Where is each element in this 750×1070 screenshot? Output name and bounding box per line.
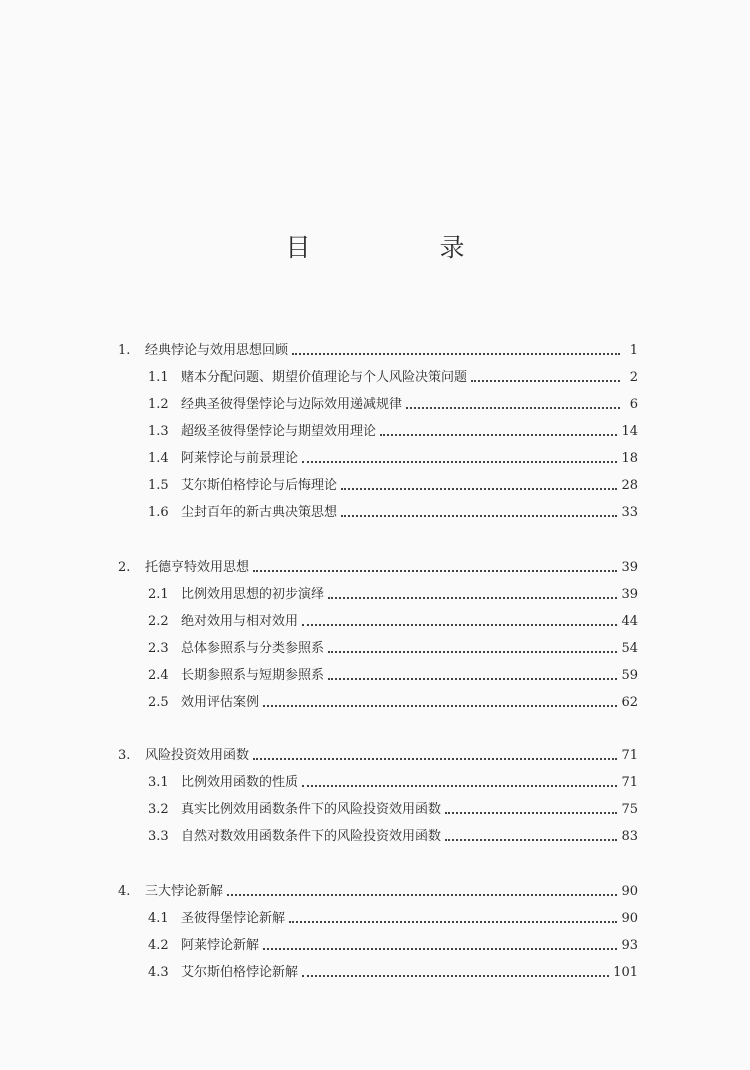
chapter-title: 经典悖论与效用思想回顾: [145, 343, 289, 358]
dot-leader: [341, 488, 617, 490]
page-number: 2: [629, 370, 638, 385]
toc-section-4-3[interactable]: [148, 963, 638, 983]
page-number: 59: [621, 668, 638, 683]
dot-leader: [341, 515, 617, 517]
section-number: 1.5: [148, 478, 169, 493]
chapter-number: 3.: [118, 748, 131, 763]
toc-section-3-1[interactable]: [148, 773, 638, 793]
section-title: 尘封百年的新古典决策思想: [181, 505, 338, 520]
dot-leader: [253, 570, 617, 572]
section-title: 真实比例效用函数条件下的风险投资效用函数: [181, 802, 442, 817]
dot-leader: [292, 353, 620, 355]
toc-section-2-5[interactable]: [148, 693, 638, 713]
section-number: 4.1: [148, 911, 169, 926]
page-number: 39: [621, 587, 638, 602]
section-title: 阿莱悖论与前景理论: [181, 451, 299, 466]
toc-section-1-2[interactable]: [148, 395, 638, 415]
dot-leader: [302, 624, 617, 626]
page-number: 83: [621, 829, 638, 844]
toc-chapter-2[interactable]: [118, 558, 638, 578]
dot-leader: [227, 894, 617, 896]
page-number: 75: [621, 802, 638, 817]
toc-section-1-6[interactable]: [148, 503, 638, 523]
toc-section-2-4[interactable]: [148, 666, 638, 686]
page-number: 14: [621, 424, 638, 439]
section-title: 自然对数效用函数条件下的风险投资效用函数: [181, 829, 442, 844]
chapter-title: 风险投资效用函数: [145, 748, 250, 763]
section-number: 2.2: [148, 614, 169, 629]
page-number: 39: [621, 560, 638, 575]
section-number: 1.1: [148, 370, 169, 385]
section-number: 3.1: [148, 775, 169, 790]
dot-leader: [445, 839, 617, 841]
dot-leader: [289, 921, 617, 923]
section-title: 比例效用函数的性质: [181, 775, 299, 790]
section-title: 总体参照系与分类参照系: [181, 641, 325, 656]
dot-leader: [445, 812, 617, 814]
toc-chapter-3[interactable]: [118, 746, 638, 766]
page-number: 90: [621, 884, 638, 899]
chapter-title: 三大悖论新解: [145, 884, 224, 899]
chapter-number: 4.: [118, 884, 131, 899]
dot-leader: [328, 597, 617, 599]
section-title: 超级圣彼得堡悖论与期望效用理论: [181, 424, 377, 439]
page-number: 93: [621, 938, 638, 953]
section-number: 3.3: [148, 829, 169, 844]
section-number: 4.3: [148, 965, 169, 980]
toc-section-3-3[interactable]: [148, 827, 638, 847]
page-number: 62: [621, 695, 638, 710]
dot-leader: [328, 678, 617, 680]
toc-section-4-1[interactable]: [148, 909, 638, 929]
section-number: 1.4: [148, 451, 169, 466]
page-number: 44: [621, 614, 638, 629]
toc-section-1-1[interactable]: [148, 368, 638, 388]
page-number: 54: [621, 641, 638, 656]
dot-leader: [328, 651, 617, 653]
page-number: 6: [629, 397, 638, 412]
page-title: 目 录: [285, 233, 517, 262]
dot-leader: [406, 407, 620, 409]
page-number: 101: [613, 965, 638, 980]
toc-chapter-1[interactable]: [118, 341, 638, 361]
dot-leader: [302, 785, 617, 787]
toc-section-3-2[interactable]: [148, 800, 638, 820]
toc-section-1-5[interactable]: [148, 476, 638, 496]
section-number: 1.2: [148, 397, 169, 412]
section-title: 长期参照系与短期参照系: [181, 668, 325, 683]
toc-section-2-2[interactable]: [148, 612, 638, 632]
section-number: 2.1: [148, 587, 169, 602]
toc-chapter-4[interactable]: [118, 882, 638, 902]
page-number: 90: [621, 911, 638, 926]
section-number: 3.2: [148, 802, 169, 817]
section-title: 艾尔斯伯格悖论与后悔理论: [181, 478, 338, 493]
chapter-number: 1.: [118, 343, 131, 358]
section-title: 经典圣彼得堡悖论与边际效用递减规律: [181, 397, 403, 412]
dot-leader: [263, 705, 617, 707]
dot-leader: [263, 948, 617, 950]
section-number: 2.3: [148, 641, 169, 656]
section-title: 赌本分配问题、期望价值理论与个人风险决策问题: [181, 370, 468, 385]
section-number: 2.4: [148, 668, 169, 683]
page-number: 1: [629, 343, 638, 358]
section-title: 艾尔斯伯格悖论新解: [181, 965, 299, 980]
toc-section-2-1[interactable]: [148, 585, 638, 605]
section-title: 绝对效用与相对效用: [181, 614, 299, 629]
chapter-title: 托德亨特效用思想: [145, 560, 250, 575]
section-title: 比例效用思想的初步演绎: [181, 587, 325, 602]
toc-section-4-2[interactable]: [148, 936, 638, 956]
page-number: 28: [621, 478, 638, 493]
toc-section-2-3[interactable]: [148, 639, 638, 659]
section-title: 圣彼得堡悖论新解: [181, 911, 286, 926]
toc-section-1-4[interactable]: [148, 449, 638, 469]
section-number: 1.3: [148, 424, 169, 439]
section-title: 阿莱悖论新解: [181, 938, 260, 953]
page-number: 33: [621, 505, 638, 520]
dot-leader: [471, 380, 620, 382]
section-title: 效用评估案例: [181, 695, 260, 710]
section-number: 1.6: [148, 505, 169, 520]
chapter-number: 2.: [118, 560, 131, 575]
toc-section-1-3[interactable]: [148, 422, 638, 442]
page-number: 18: [621, 451, 638, 466]
page-number: 71: [621, 748, 638, 763]
dot-leader: [253, 758, 617, 760]
section-number: 2.5: [148, 695, 169, 710]
page-number: 71: [621, 775, 638, 790]
dot-leader: [302, 975, 609, 977]
dot-leader: [302, 461, 617, 463]
section-number: 4.2: [148, 938, 169, 953]
dot-leader: [380, 434, 617, 436]
